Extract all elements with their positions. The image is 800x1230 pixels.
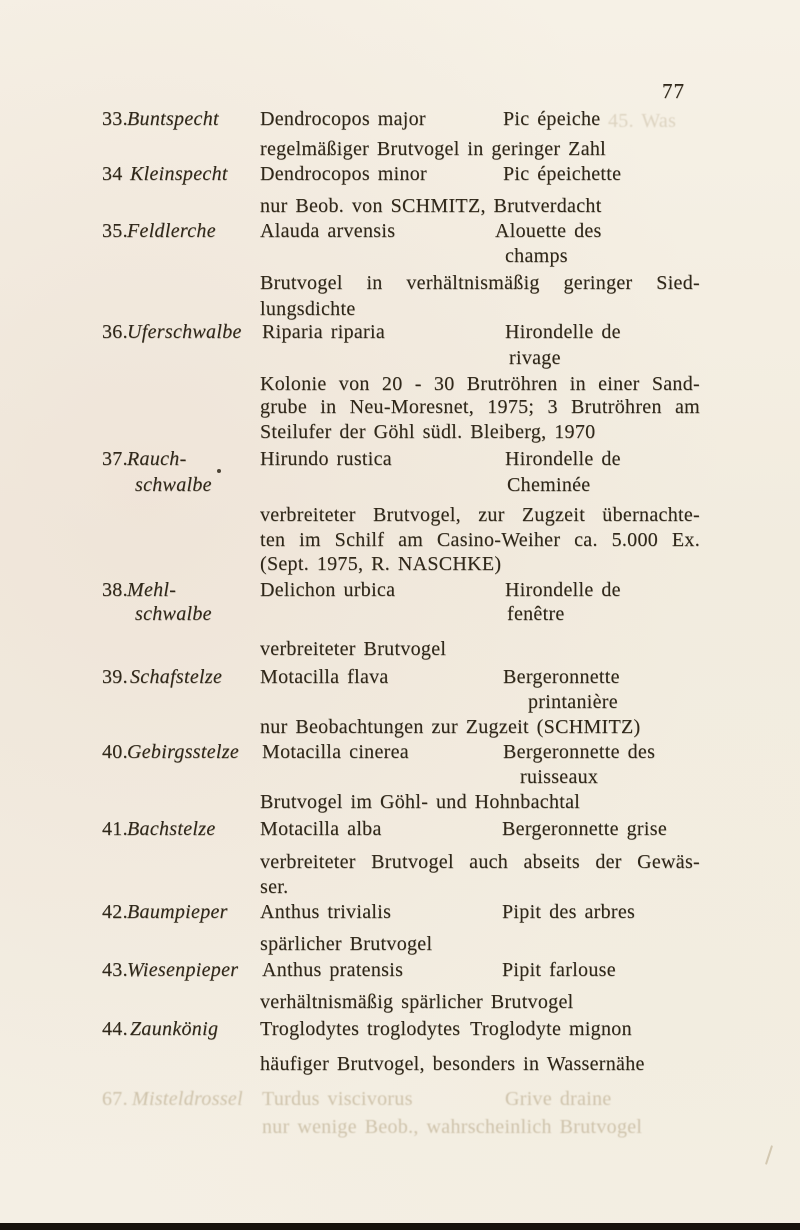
german-name: schwalbe xyxy=(135,474,212,496)
german-name: Gebirgsstelze xyxy=(127,741,240,763)
french-name: Bergeronnette grise xyxy=(502,818,667,840)
entry-number: 41. xyxy=(102,818,128,840)
french-name: rivage xyxy=(509,347,561,369)
entry-number: 38. xyxy=(102,579,128,601)
entry-number: 43. xyxy=(102,959,128,981)
entry-number: 39. xyxy=(102,666,128,688)
german-name: Wiesenpieper xyxy=(127,959,239,981)
note-text: verbreiteter Brutvogel auch abseits der Gewäs- xyxy=(260,851,700,873)
ghost-latin-name: Turdus viscivorus xyxy=(262,1088,413,1110)
french-name: Bergeronnette xyxy=(503,666,620,688)
french-name: Hirondelle de xyxy=(505,448,621,470)
latin-name: Motacilla alba xyxy=(260,818,382,840)
note-text: verhältnismäßig spärlicher Brutvogel xyxy=(260,991,574,1013)
note-text: häufiger Brutvogel, besonders in Wassernähe xyxy=(260,1053,645,1075)
latin-name: Alauda arvensis xyxy=(260,220,396,242)
german-name: Uferschwalbe xyxy=(127,321,242,343)
ink-dot-artifact xyxy=(217,469,221,473)
german-name: Feldlerche xyxy=(127,220,216,242)
latin-name: Riparia riparia xyxy=(262,321,386,343)
german-name: Zaunkönig xyxy=(130,1018,219,1040)
french-name: fenêtre xyxy=(507,603,565,625)
entry-number: 36. xyxy=(102,321,128,343)
french-name: Troglodyte mignon xyxy=(470,1018,632,1040)
french-name: ruisseaux xyxy=(520,766,599,788)
ghost-entry-number: 45. Was xyxy=(608,110,677,132)
latin-name: Motacilla flava xyxy=(260,666,389,688)
entry-number: 42. xyxy=(102,901,128,923)
german-name: Rauch- xyxy=(127,448,187,470)
note-text: (Sept. 1975, R. NASCHKE) xyxy=(260,553,502,575)
note-text: Kolonie von 20 - 30 Brutröhren in einer Sand- xyxy=(260,373,700,395)
ghost-entry-number: 67. xyxy=(102,1088,128,1110)
note-text: ten im Schilf am Casino-Weiher ca. 5.000 Ex. xyxy=(260,529,700,551)
german-name: Kleinspecht xyxy=(130,163,228,185)
note-text: verbreiteter Brutvogel, zur Zugzeit übernachte- xyxy=(260,504,700,526)
french-name: Pic épeichette xyxy=(503,163,622,185)
german-name: Mehl- xyxy=(127,579,177,601)
entry-number: 35. xyxy=(102,220,128,242)
german-name: schwalbe xyxy=(135,603,212,625)
note-text: nur Beob. von SCHMITZ, Brutverdacht xyxy=(260,195,602,217)
entry-number: 40. xyxy=(102,741,128,763)
french-name: printanière xyxy=(528,691,618,713)
entry-number: 37. xyxy=(102,448,128,470)
note-text: Steilufer der Göhl südl. Bleiberg, 1970 xyxy=(260,421,596,443)
note-text: regelmäßiger Brutvogel in geringer Zahl xyxy=(260,138,607,160)
french-name: Cheminée xyxy=(507,474,591,496)
latin-name: Troglodytes troglodytes xyxy=(260,1018,461,1040)
french-name: Pipit farlouse xyxy=(502,959,616,981)
entry-number: 34 xyxy=(102,163,123,185)
german-name: Baumpieper xyxy=(127,901,228,923)
ghost-german-name: Misteldrossel xyxy=(132,1088,243,1110)
french-name: Pipit des arbres xyxy=(502,901,636,923)
german-name: Bachstelze xyxy=(127,818,216,840)
note-text: nur Beobachtungen zur Zugzeit (SCHMITZ) xyxy=(260,716,641,738)
french-name: Hirondelle de xyxy=(505,579,621,601)
entry-number: 44. xyxy=(102,1018,128,1040)
note-text: Brutvogel im Göhl- und Hohnbachtal xyxy=(260,791,581,813)
note-text: verbreiteter Brutvogel xyxy=(260,638,447,660)
latin-name: Hirundo rustica xyxy=(260,448,392,470)
entry-number: 33. xyxy=(102,108,128,130)
french-name: Hirondelle de xyxy=(505,321,621,343)
latin-name: Delichon urbica xyxy=(260,579,396,601)
french-name: Bergeronnette des xyxy=(503,741,656,763)
note-text: grube in Neu-Moresnet, 1975; 3 Brutröhren am xyxy=(260,396,700,418)
note-text: spärlicher Brutvogel xyxy=(260,933,433,955)
latin-name: Dendrocopos minor xyxy=(260,163,428,185)
german-name: Schafstelze xyxy=(130,666,223,688)
note-text: ser. xyxy=(260,876,289,898)
latin-name: Dendrocopos major xyxy=(260,108,426,130)
page-number: 77 xyxy=(662,79,685,103)
scratch-artifact xyxy=(765,1145,773,1165)
ghost-note-text: nur wenige Beob., wahrscheinlich Brutvogel xyxy=(262,1116,643,1138)
latin-name: Motacilla cinerea xyxy=(262,741,409,763)
latin-name: Anthus trivialis xyxy=(260,901,392,923)
latin-name: Anthus pratensis xyxy=(262,959,404,981)
page-edge-shadow xyxy=(0,1223,800,1230)
german-name: Buntspecht xyxy=(127,108,219,130)
note-text: Brutvogel in verhältnismäßig geringer Sied- xyxy=(260,272,700,294)
ghost-french-name: Grive draine xyxy=(505,1088,612,1110)
french-name: Alouette des xyxy=(495,220,602,242)
french-name: Pic épeiche xyxy=(503,108,601,130)
french-name: champs xyxy=(505,245,568,267)
note-text: lungsdichte xyxy=(260,298,356,320)
